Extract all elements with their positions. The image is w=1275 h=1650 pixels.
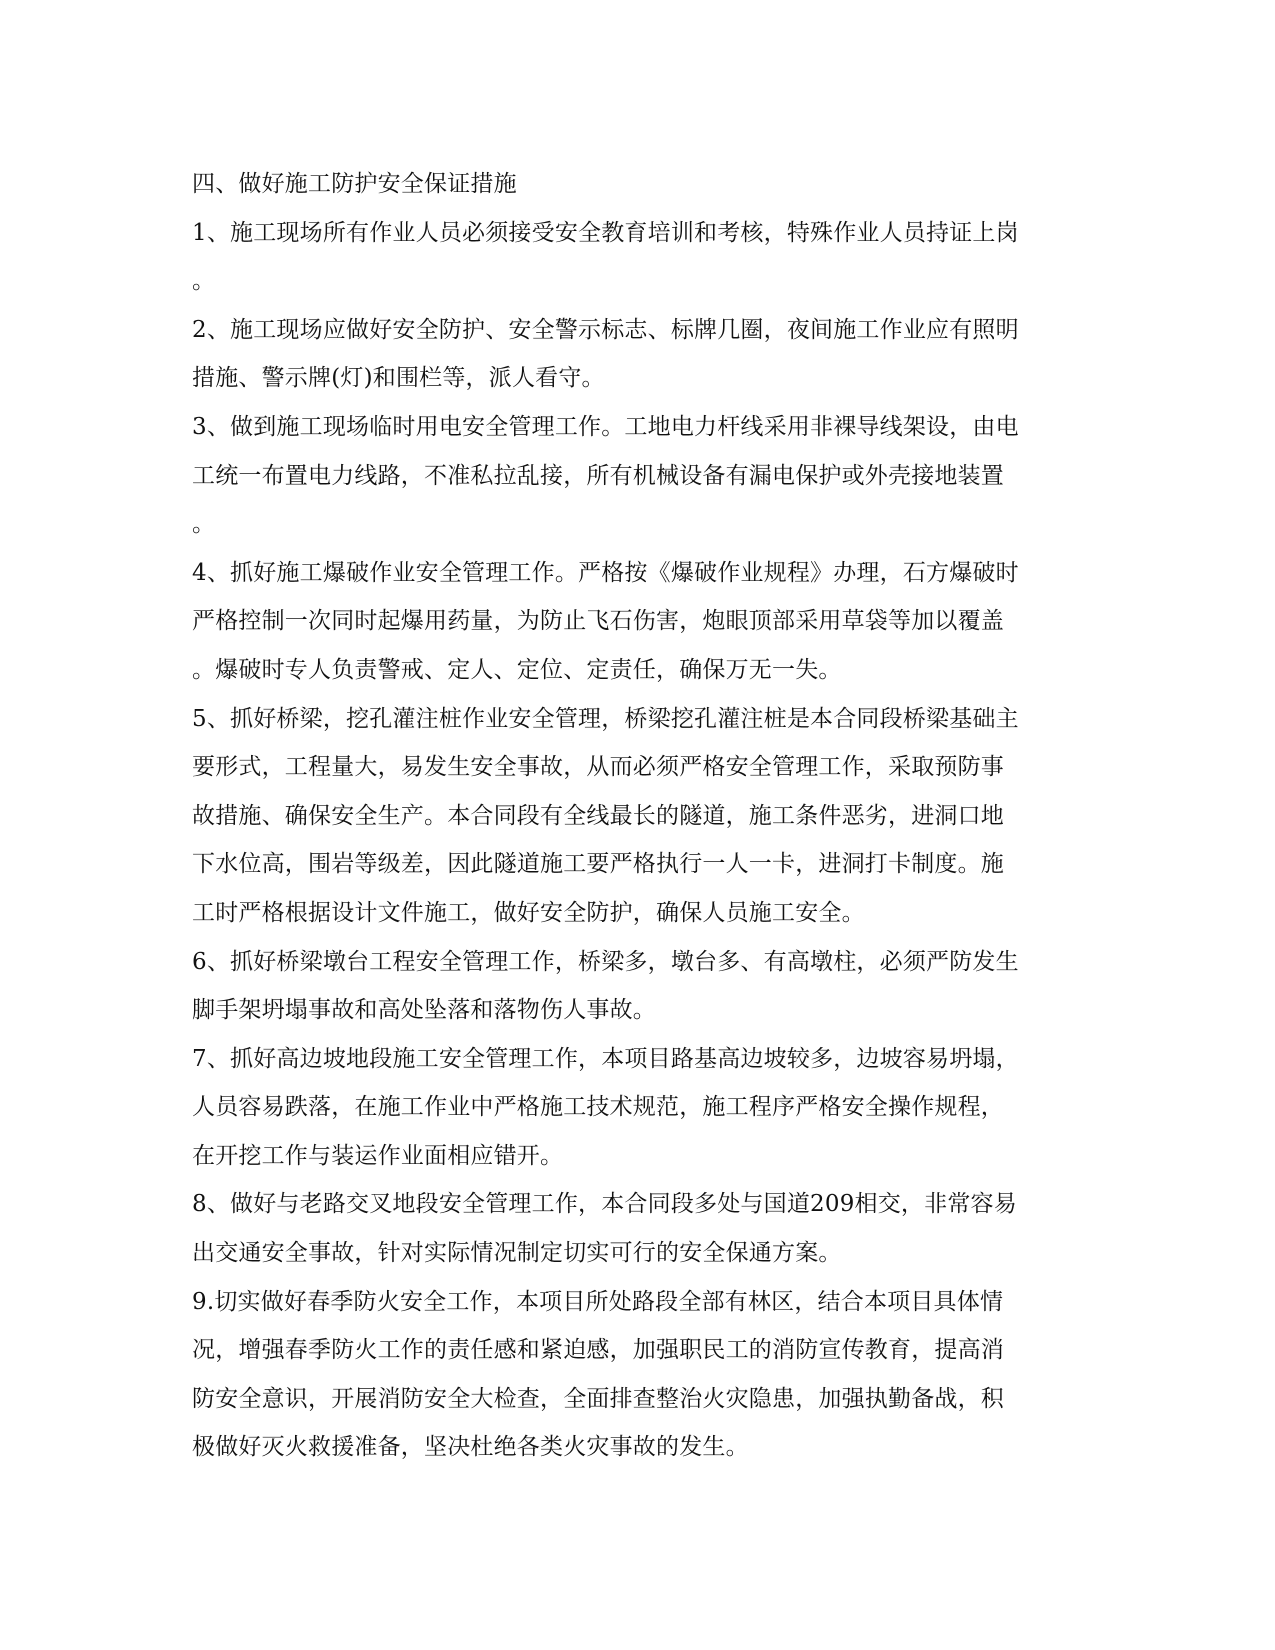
section-heading: 四、做好施工防护安全保证措施 [192,171,517,197]
text-line: 3、做到施工现场临时用电安全管理工作。工地电力杆线采用非裸导线架设，由电 [192,413,1019,440]
document-body [192,160,1082,1472]
text-line: 4、抓好施工爆破作业安全管理工作。严格按《爆破作业规程》办理，石方爆破时 [192,559,1019,586]
text-line: 在开挖工作与装运作业面相应错开。 [192,1142,564,1169]
text-line: 6、抓好桥梁墩台工程安全管理工作，桥梁多，墩台多、有高墩柱，必须严防发生 [192,948,1019,975]
text-line: 。 [192,268,216,295]
text-line: 防安全意识，开展消防安全大检查，全面排查整治火灾隐患，加强执勤备战，积 [192,1385,1004,1412]
text-line: 。 [192,511,216,538]
text-line: 措施、警示牌(灯)和围栏等，派人看守。 [192,365,605,392]
text-line: 工时严格根据设计文件施工，做好安全防护，确保人员施工安全。 [192,899,865,926]
text-line: 7、抓好高边坡地段施工安全管理工作，本项目路基高边坡较多，边坡容易坍塌， [192,1045,1019,1072]
text-line: 1、施工现场所有作业人员必须接受安全教育培训和考核，特殊作业人员持证上岗 [192,219,1019,246]
text-line: 出交通安全事故，针对实际情况制定切实可行的安全保通方案。 [192,1240,842,1267]
text-line: 脚手架坍塌事故和高处坠落和落物伤人事故。 [192,997,656,1024]
text-line: 5、抓好桥梁，挖孔灌注桩作业安全管理，桥梁挖孔灌注桩是本合同段桥梁基础主 [192,705,1019,732]
text-line: 故措施、确保安全生产。本合同段有全线最长的隧道，施工条件恶劣，进洞口地 [192,802,1004,829]
text-line: 严格控制一次同时起爆用药量，为防止飞石伤害，炮眼顶部采用草袋等加以覆盖 [192,608,1004,635]
text-line: 8、做好与老路交叉地段安全管理工作，本合同段多处与国道209相交，非常容易 [192,1191,1017,1218]
text-line: 要形式，工程量大，易发生安全事故，从而必须严格安全管理工作，采取预防事 [192,754,1004,781]
text-line: 下水位高，围岩等级差，因此隧道施工要严格执行一人一卡，进洞打卡制度。施 [192,851,1004,878]
text-line: 人员容易跌落，在施工作业中严格施工技术规范，施工程序严格安全操作规程， [192,1094,1004,1121]
text-line: 9.切实做好春季防火安全工作，本项目所处路段全部有林区，结合本项目具体情 [192,1288,1004,1315]
text-line: 2、施工现场应做好安全防护、安全警示标志、标牌几圈，夜间施工作业应有照明 [192,316,1019,343]
text-line: 。爆破时专人负责警戒、定人、定位、定责任，确保万无一失。 [192,656,842,683]
text-line: 况，增强春季防火工作的责任感和紧迫感，加强职民工的消防宣传教育，提高消 [192,1337,1004,1364]
text-line: 极做好灭火救援准备，坚决杜绝各类火灾事故的发生。 [192,1434,749,1461]
text-line: 工统一布置电力线路，不准私拉乱接，所有机械设备有漏电保护或外壳接地装置 [192,462,1004,489]
